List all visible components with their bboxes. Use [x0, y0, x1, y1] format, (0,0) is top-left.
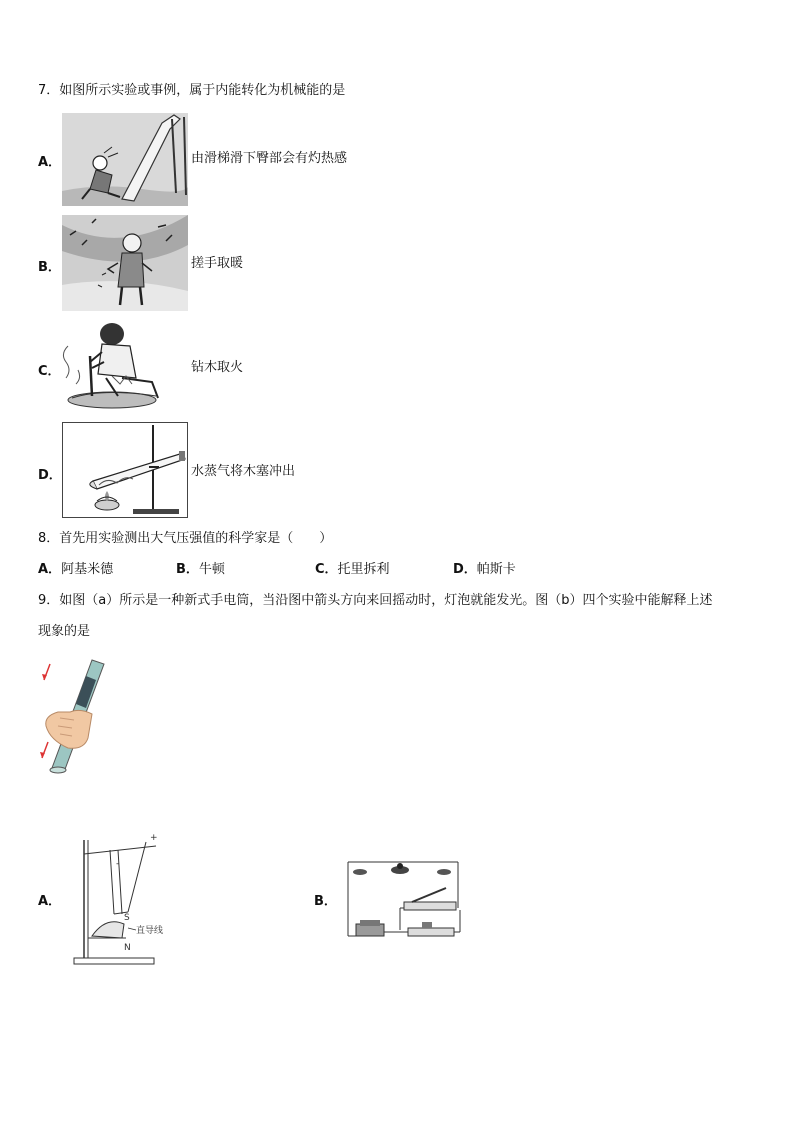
q8-option-b-text: 牛顿 — [198, 562, 225, 577]
q7-option-a-text: 由滑梯滑下臀部会有灼热感 — [191, 151, 348, 166]
q9-stem-line2: 现象的是 — [38, 624, 91, 639]
q7-stem: 7．如图所示实验或事例，属于内能转化为机械能的是 — [38, 83, 346, 98]
q7-option-d-letter: D． — [38, 468, 62, 483]
q8-option-c-text: 托里拆利 — [337, 562, 390, 577]
circuit-with-switch-apparatus — [342, 854, 464, 942]
q7-option-a-letter: A． — [38, 155, 62, 170]
q7-option-b-letter: B． — [38, 260, 61, 275]
q8-option-d-text: 帕斯卡 — [476, 562, 516, 577]
steam-tube-illustration — [62, 422, 188, 518]
q8-option-c — [315, 561, 390, 579]
q8-option-a-letter: A． — [38, 562, 62, 577]
q8-option-b-letter: B． — [176, 562, 199, 577]
q7-option-b-text: 搓手取暖 — [191, 256, 244, 271]
q8-option-b — [176, 561, 225, 579]
slide-illustration — [62, 113, 188, 206]
q8-option-d-letter: D． — [453, 562, 477, 577]
q8-option-c-letter: C． — [315, 562, 338, 577]
q8-option-a — [38, 561, 113, 579]
q7-option-c-text: 钻木取火 — [191, 360, 244, 375]
q7-option-d-text: 水蒸气将木塞冲出 — [191, 464, 296, 479]
plus-label: + — [150, 833, 158, 843]
rubbing-hands-illustration — [62, 215, 188, 311]
wire-label: 直导线 — [136, 926, 164, 936]
drilling-wood-illustration — [62, 318, 188, 414]
q9-option-a-letter: A． — [38, 894, 62, 909]
q7-option-c-letter: C． — [38, 364, 61, 379]
q9-option-b-letter: B． — [314, 894, 337, 909]
s-pole-label: S — [124, 913, 130, 923]
q9-stem-line1: 9．如图（a）所示是一种新式手电筒，当沿图中箭头方向来回摇动时，灯泡就能发光。图（b）四个实验中能解释上述 — [38, 593, 713, 608]
q8-stem: 8．首先用实验测出大气压强值的科学家是（ ） — [38, 531, 333, 546]
shake-flashlight-illustration — [36, 656, 112, 776]
n-pole-label: N — [124, 943, 131, 953]
q8-option-a-text: 阿基米德 — [61, 562, 114, 577]
q8-option-d — [453, 561, 516, 579]
minus-label: - — [116, 859, 120, 869]
wire-over-magnet-apparatus — [70, 830, 180, 968]
